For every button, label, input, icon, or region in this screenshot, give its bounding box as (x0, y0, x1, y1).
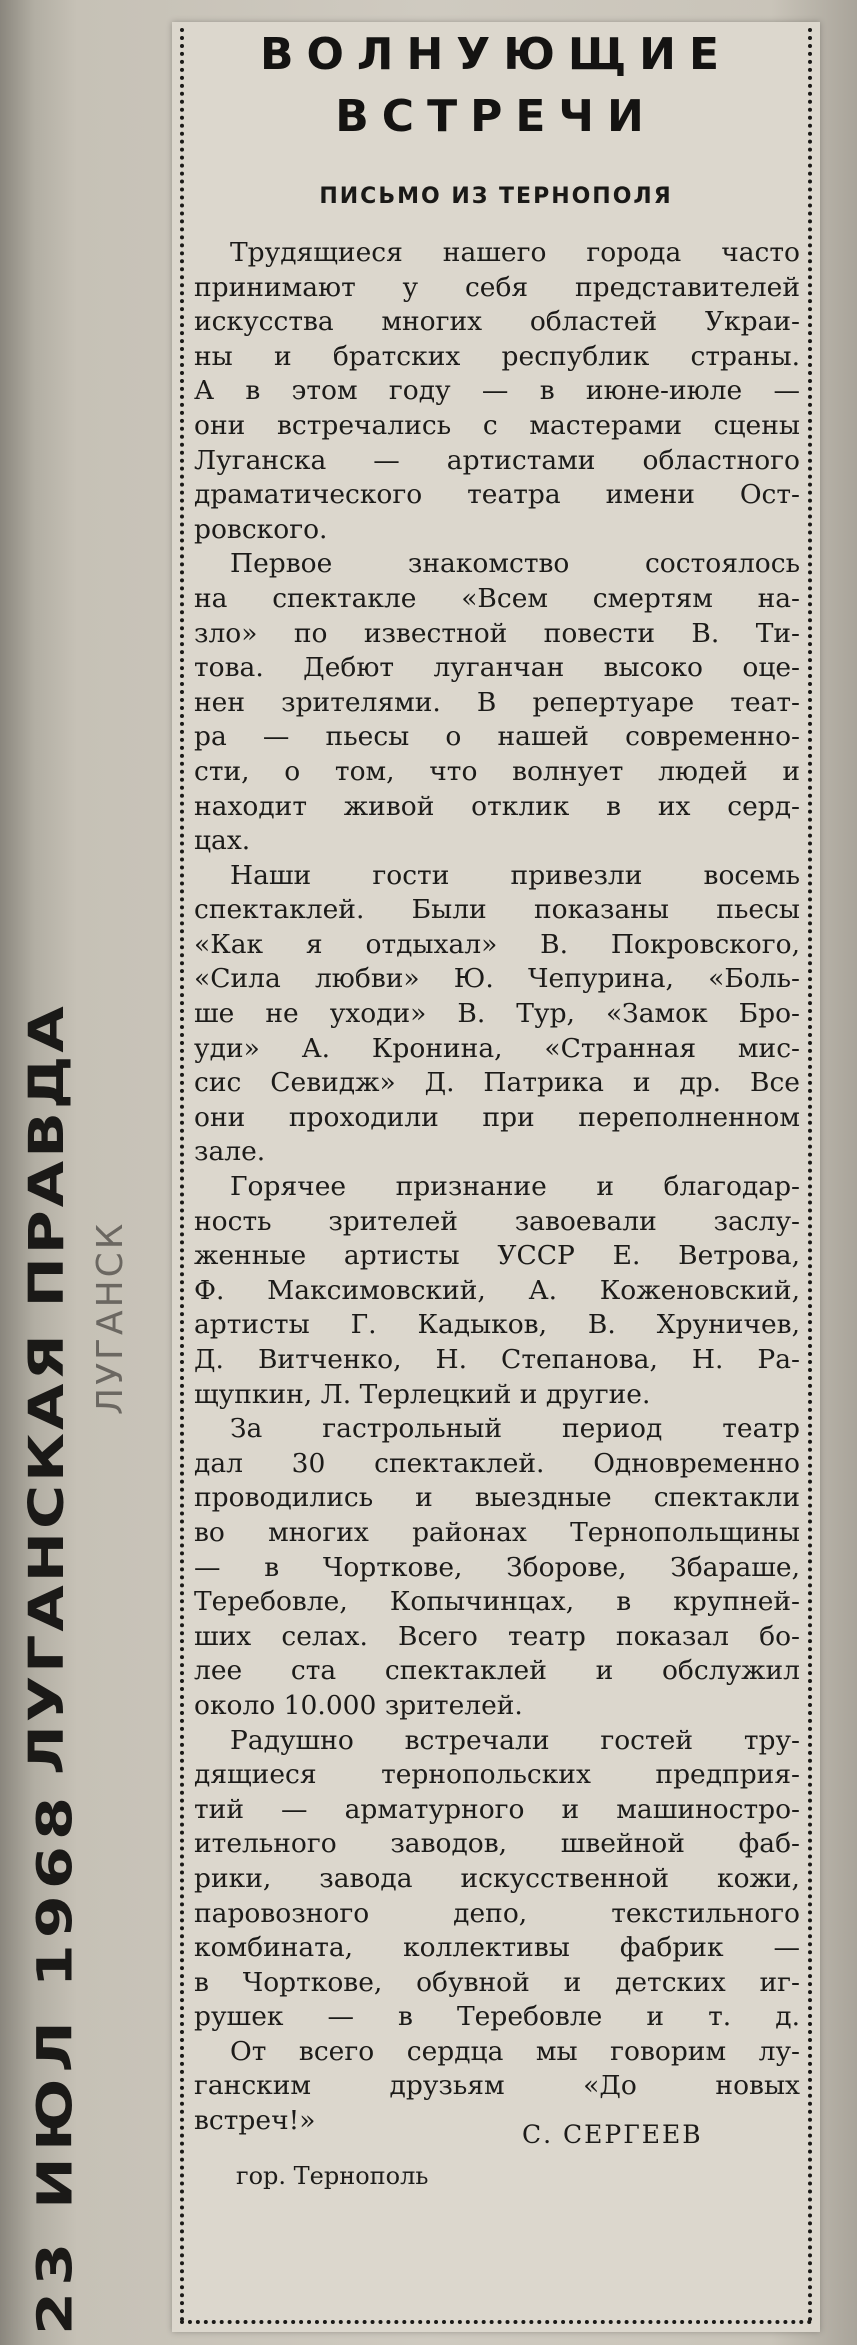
article-line: ше не уходи» В. Тур, «Замок Бро- (194, 998, 800, 1030)
article-line: во многих районах Тернопольщины (194, 1516, 800, 1548)
headline-line-1: ВОЛНУЮЩИЕ (259, 29, 733, 80)
article-line: сис Севидж» Д. Патрика и др. Все (194, 1067, 800, 1099)
article-line: они проходили при переполненном (194, 1101, 800, 1133)
article-line: Ф. Максимовский, А. Коженовский, (194, 1274, 800, 1306)
article-line: находит живой отклик в их серд- (194, 790, 800, 822)
article-line: около 10.000 зрителей. (194, 1689, 523, 1721)
article-line: тий — арматурного и машиностро- (194, 1793, 800, 1825)
article-line: спектаклей. Были показаны пьесы (194, 894, 800, 926)
author-signature: С. СЕРГЕЕВ (522, 2120, 703, 2149)
article-headline (172, 24, 820, 148)
article-line: зале. (194, 1136, 266, 1168)
article-body (194, 236, 800, 2139)
article-line: «Как я отдыхал» В. Покровского, (194, 928, 800, 960)
article-line: ганским друзьям «До новых (194, 2070, 800, 2102)
article-line: женные артисты УССР Е. Ветрова, (194, 1240, 800, 1272)
article-line: драматического театра имени Ост- (194, 479, 800, 511)
article-line: От всего сердца мы говорим лу- (230, 2035, 800, 2067)
article-line: А в этом году — в июне-июле — (194, 375, 800, 407)
stamp-newspaper-name: ЛУГАНСКАЯ ПРАВДА (19, 1003, 75, 1775)
article-line: встреч!» (194, 2105, 316, 2137)
article-line: они встречались с мастерами сцены (194, 409, 800, 441)
article-line: щупкин, Л. Терлецкий и другие. (194, 1378, 651, 1410)
article-line: рики, завода искусственной кожи, (194, 1862, 800, 1894)
article-line: на спектакле «Всем смертям на- (194, 582, 800, 614)
newspaper-clipping (172, 22, 820, 2332)
article-line: в Чорткове, обувной и детских иг- (194, 1966, 800, 1998)
article-line: Наши гости привезли восемь (230, 859, 800, 891)
article-line: Д. Витченко, Н. Степанова, Н. Ра- (194, 1344, 800, 1375)
article-line: ровского. (194, 513, 328, 545)
article-line: артисты Г. Кадыков, В. Хруничев, (194, 1309, 800, 1341)
article-line: уди» А. Кронина, «Странная мис- (194, 1032, 800, 1064)
stamp-city: ЛУГАНСК (90, 1220, 131, 1415)
article-line: Трудящиеся нашего города часто (230, 237, 800, 268)
author-location: гор. Тернополь (236, 2162, 429, 2190)
article-line: комбината, коллективы фабрик — (194, 1932, 800, 1964)
article-line: паровозного депо, текстильного (194, 1897, 800, 1929)
article-line: принимают у себя представителей (194, 271, 800, 303)
article-line: Теребовле, Копычинцах, в крупней- (194, 1586, 800, 1618)
article-line: Луганска — артистами областного (194, 444, 800, 476)
article-line: дящиеся тернопольских предприя- (194, 1759, 800, 1791)
article-line: Первое знакомство состоялось (230, 548, 800, 580)
stamp-date: 23 ИЮЛ 1968 (26, 1790, 83, 2335)
article-line: ра — пьесы о нашей современно- (194, 721, 800, 753)
article-subheading: ПИСЬМО ИЗ ТЕРНОПОЛЯ (319, 184, 673, 209)
article-line: това. Дебют луганчан высоко оце- (194, 652, 800, 684)
article-line: Горячее признание и благодар- (230, 1171, 800, 1203)
article-line: дал 30 спектаклей. Одновременно (194, 1447, 800, 1479)
article-line: — в Чорткове, Зборове, Збараше, (194, 1551, 800, 1583)
article-line: ших селах. Всего театр показал бо- (194, 1620, 800, 1652)
headline-line-2: ВСТРЕЧИ (335, 91, 657, 142)
article-line: нен зрителями. В репертуаре теат- (194, 686, 800, 718)
article-line: «Сила любви» Ю. Чепурина, «Боль- (194, 963, 800, 995)
article-line: искусства многих областей Украи- (194, 306, 800, 338)
article-line: За гастрольный период театр (230, 1413, 800, 1445)
article-line: рушек — в Теребовле и т. д. (194, 2001, 800, 2033)
article-line: Радушно встречали гостей тру- (230, 1724, 800, 1756)
archive-stamp (18, 1003, 131, 2335)
article-line: лее ста спектаклей и обслужил (194, 1655, 800, 1687)
article-line: ны и братских республик страны. (194, 340, 800, 372)
article-line: зло» по известной повести В. Ти- (194, 617, 800, 649)
article-line: ность зрителей завоевали заслу- (194, 1205, 800, 1237)
article-line: сти, о том, что волнует людей и (194, 755, 800, 787)
article-line: проводились и выездные спектакли (194, 1482, 800, 1514)
article-line: цах. (194, 825, 251, 857)
article-line: ительного заводов, швейной фаб- (194, 1828, 800, 1860)
